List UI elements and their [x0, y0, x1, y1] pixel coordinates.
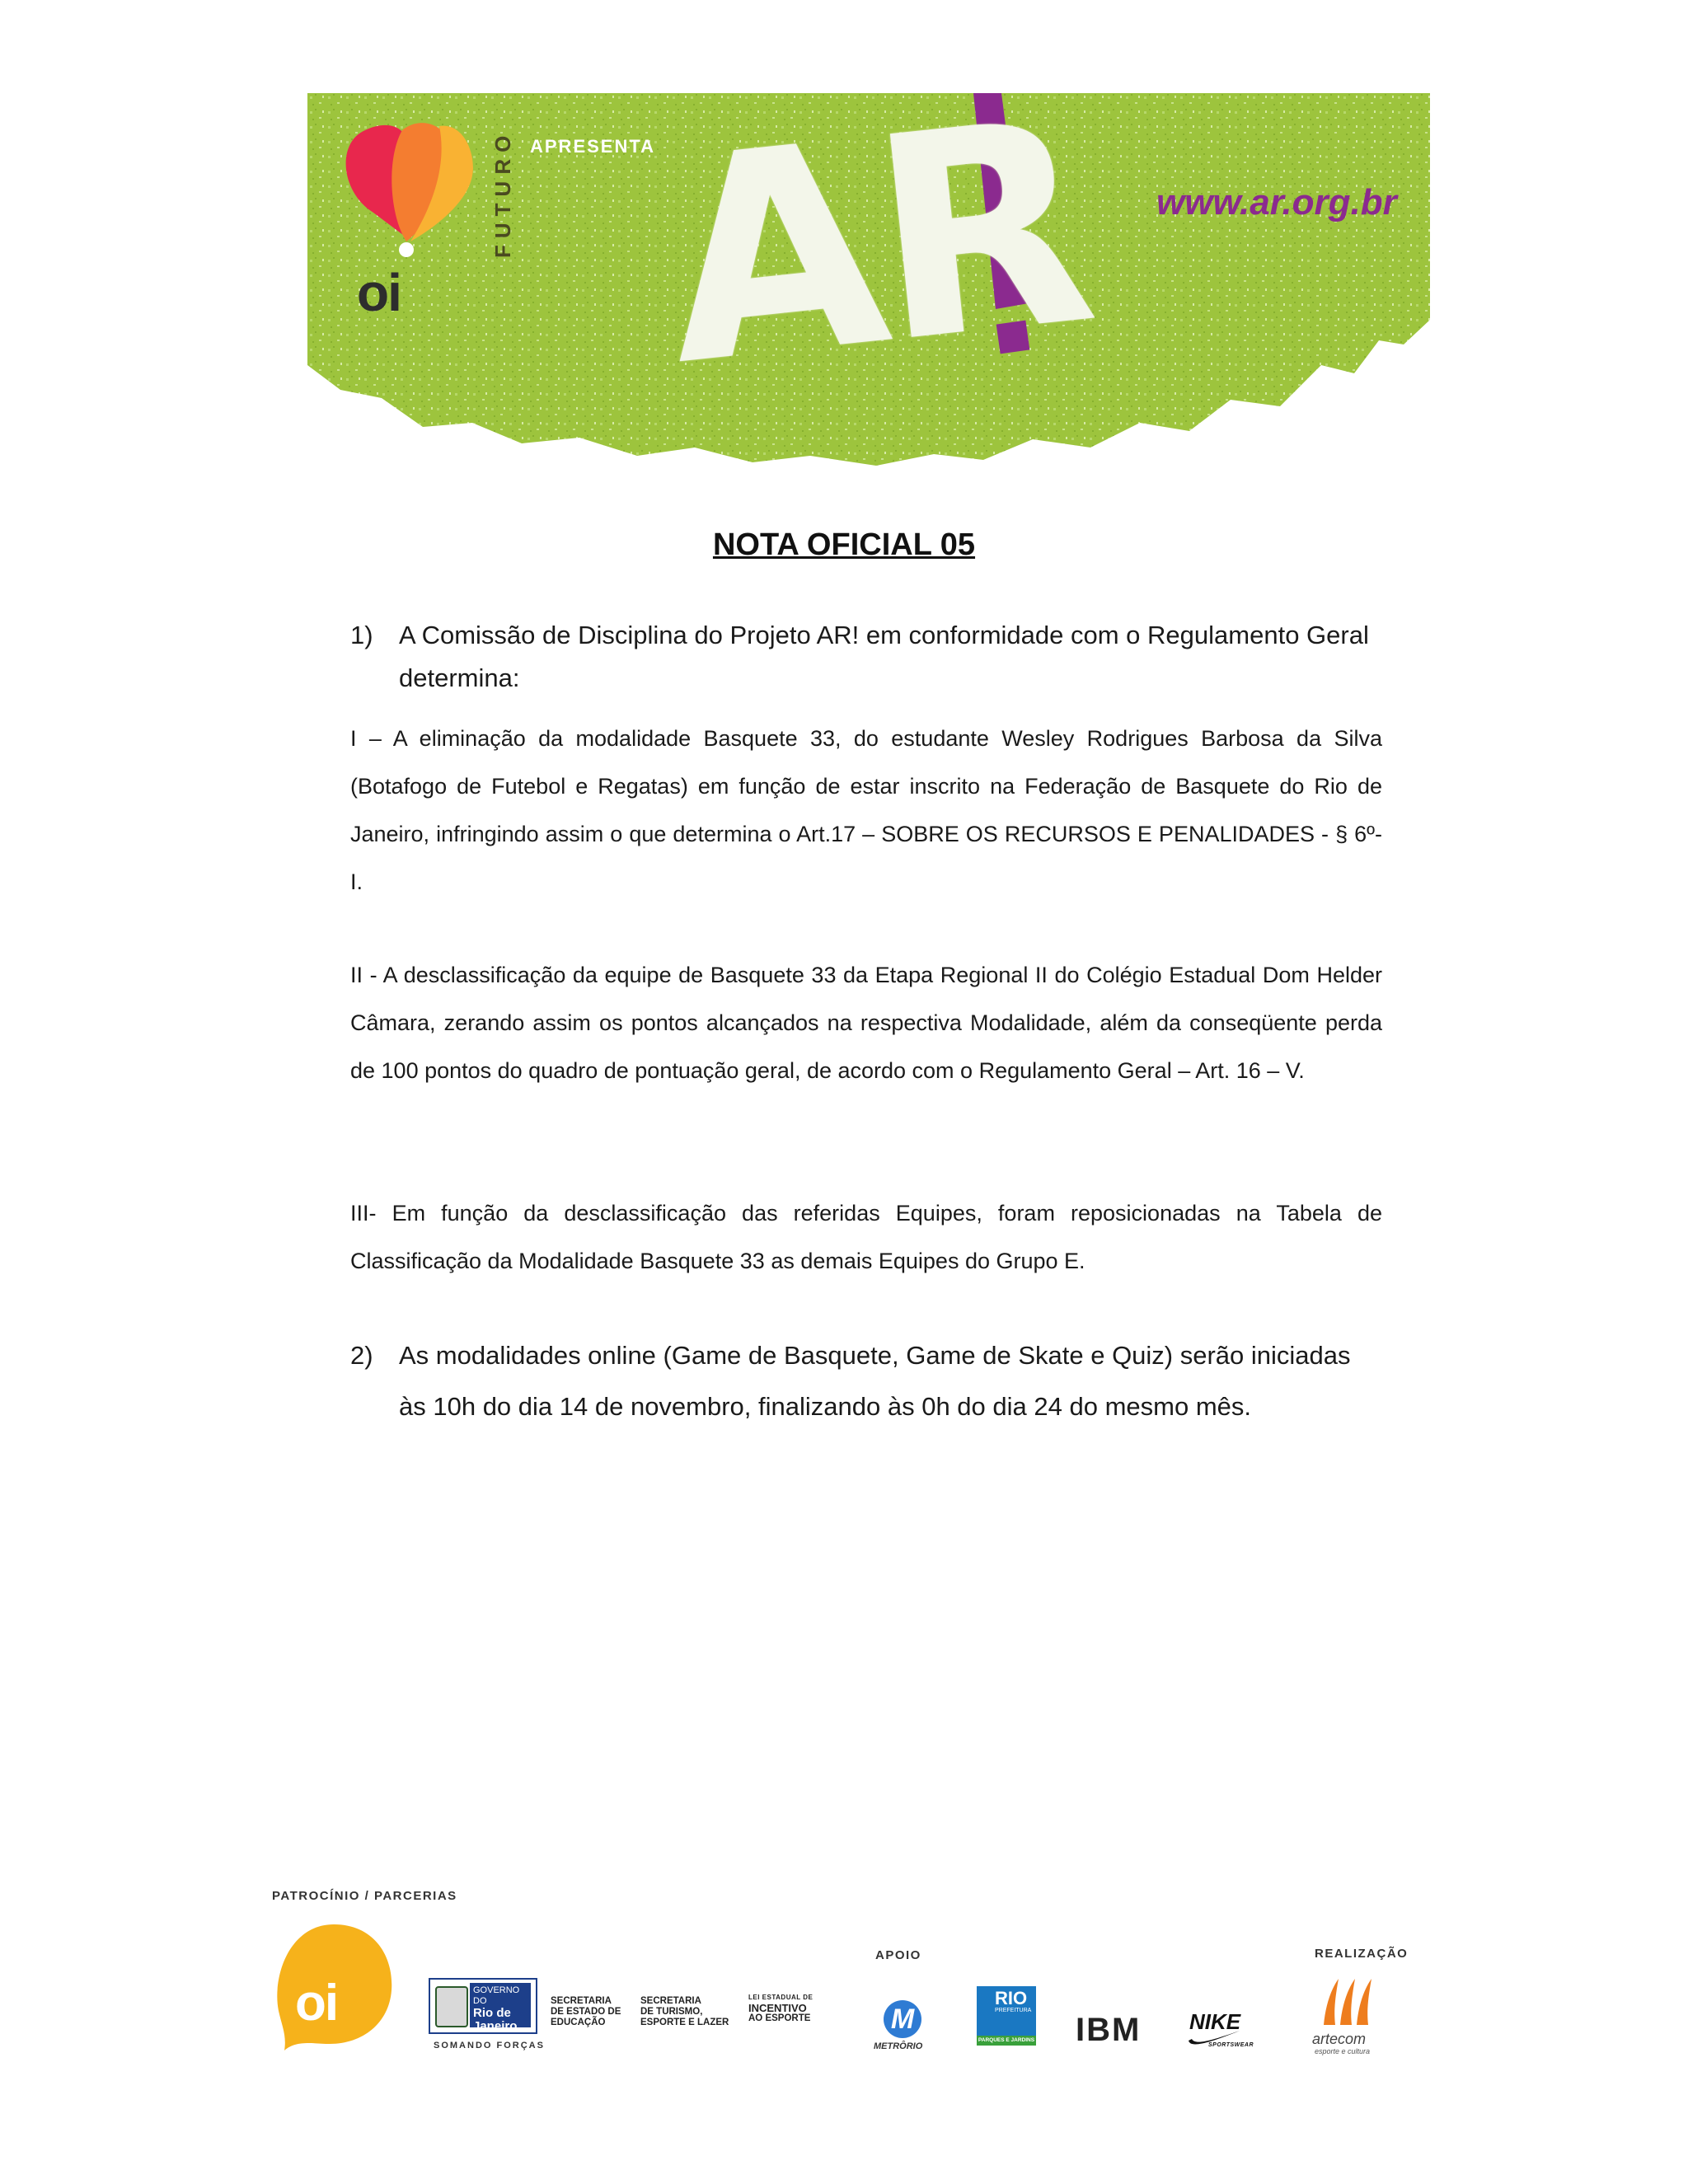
ar-logo-text: AR	[651, 59, 1100, 428]
gov-rio-logo	[429, 1978, 537, 2034]
sec-educacao-logo: SECRETARIA DE ESTADO DE EDUCAÇÃO	[551, 1996, 621, 2027]
metro-logo-icon: M	[884, 2000, 921, 2038]
apresenta-label: APRESENTA	[530, 136, 656, 157]
artecom-subtitle: esporte e cultura	[1315, 2047, 1371, 2055]
nike-subtitle: SPORTSWEAR	[1208, 2042, 1254, 2048]
list-item-text: As modalidades online (Game de Basquete, Game de Skate e Quiz) serão iniciadas às 10h do dia 14 de novembro, finalizando às 0h do dia 24 do mesmo mês.	[399, 1341, 1351, 1421]
sec-turismo-logo: SECRETARIA DE TURISMO, ESPORTE E LAZER	[640, 1996, 729, 2027]
artecom-logo-text: artecom	[1312, 2031, 1367, 2047]
artecom-logo-icon	[1317, 1974, 1375, 2032]
list-item-number: 2)	[350, 1341, 373, 1370]
coat-of-arms-icon	[435, 1986, 468, 2027]
paragraph-i: I – A eliminação da modalidade Basquete 33, do estudante Wesley Rodrigues Barbosa da Silva (Botafogo de Futebol e Regatas) em função de estar inscrito na Federação de Basquete do Rio de Janeiro, infringindo assim o que determina o Art.17 – SOBRE OS RECURSOS E PENALIDADES - § 6º- I.	[350, 726, 1382, 894]
header-banner	[307, 59, 1430, 466]
list-item-text: A Comissão de Disciplina do Projeto AR! em conformidade com o Regulamento Geral determina:	[399, 621, 1369, 692]
support-label: APOIO	[875, 1948, 921, 1962]
lei-incentivo-logo: LEI ESTADUAL DE INCENTIVO AO ESPORTE	[748, 1994, 814, 2023]
list-item-2	[350, 1330, 1382, 1432]
futuro-label: FUTURO	[490, 129, 515, 258]
gov-line1: GOVERNO DO	[473, 1985, 520, 2006]
list-item-1	[350, 614, 1382, 700]
oi-banner-logo: oi	[357, 263, 401, 322]
paragraph-iii: III- Em função da desclassificação das referidas Equipes, foram reposicionadas na Tabela de Classificação da Modalidade Basquete 33 as demais Equipes do Grupo E.	[350, 1201, 1382, 1273]
gov-slogan: SOMANDO FORÇAS	[434, 2041, 545, 2050]
website-url[interactable]: www.ar.org.br	[1156, 182, 1397, 223]
nike-logo: NIKE	[1189, 2009, 1241, 2034]
oi-logo-text: oi	[295, 1975, 338, 2032]
rio-prefeitura-logo: RIO PREFEITURA PARQUES E JARDINS	[977, 1986, 1036, 2046]
ibm-logo: IBM	[1076, 2012, 1142, 2048]
metro-logo-text: METRÔRIO	[874, 2041, 923, 2051]
realization-label: REALIZAÇÃO	[1315, 1947, 1409, 1961]
sponsors-label: PATROCÍNIO / PARCERIAS	[272, 1889, 457, 1903]
paragraph-ii: II - A desclassificação da equipe de Basquete 33 da Etapa Regional II do Colégio Estadual Dom Helder Câmara, zerando assim os pontos alcançados na respectiva Modalidade, além da conseqüente perda de 100 pontos do quadro de pontuação geral, de acordo com o Regulamento Geral – Art. 16 – V.	[350, 963, 1382, 1083]
document-title: NOTA OFICIAL 05	[712, 527, 976, 562]
list-item-number: 1)	[350, 621, 373, 649]
gov-line2: Rio de Janeiro	[473, 2006, 518, 2033]
